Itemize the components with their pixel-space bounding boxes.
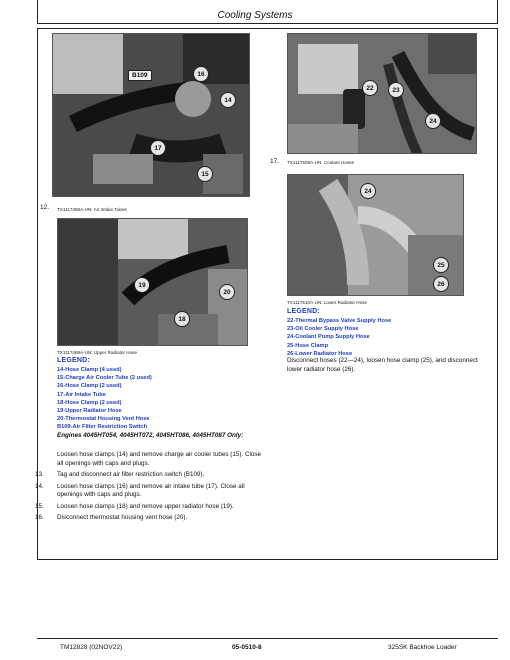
footer-page-number: 05-0510-8 (232, 644, 262, 651)
lower-radiator-caption: TX1117510A-UN: Lower Radiator Hose (287, 300, 368, 305)
callout-19: 19 (134, 277, 150, 293)
step-17-marker: 17. (270, 158, 280, 165)
legend-right-list (287, 317, 391, 358)
right-paragraph: Disconnect hoses (22—24), loosen hose clamp (25), and disconnect lower radiator hose (26). (287, 357, 478, 373)
legend-left-item: 15-Charge Air Cooler Tube (2 used) (57, 375, 152, 382)
step-number: 16. (35, 514, 44, 522)
upper-radiator-illustration (58, 219, 248, 346)
legend-left-item: 18-Hose Clamp (2 used) (57, 399, 122, 406)
coolant-hoses-caption: TX1117509A-UN: Coolant Hoses (287, 160, 354, 165)
upper-radiator-photo (57, 218, 248, 346)
legend-right-item: 24-Coolant Pump Supply Hose (287, 334, 370, 341)
step-number: 15. (35, 502, 44, 510)
step-number: 13. (35, 471, 44, 478)
legend-right-title: LEGEND: (287, 308, 320, 315)
engines-note: Engines 4045HT054, 4045HT072, 4045HT086, 4045HT087 Only: (57, 432, 244, 439)
step-text: Tag and disconnect air filter restriction switch (B109). (57, 471, 205, 478)
footer-rule (37, 638, 498, 639)
step-item (35, 483, 269, 500)
legend-left-list (57, 366, 152, 432)
footer-product: 325SK Backhoe Loader (388, 644, 457, 651)
air-intake-illustration (53, 34, 250, 197)
upper-radiator-caption: TX1117469A-UN: Upper Radiator Hose (57, 350, 138, 355)
callout-16: 16 (193, 66, 209, 82)
callout-18: 18 (174, 311, 190, 327)
coolant-hoses-photo (287, 33, 477, 154)
step-list (35, 471, 269, 526)
step-text: Loosen hose clamps (16) and remove air intake tube (17). Close all openings with caps and plugs. (57, 482, 245, 499)
legend-right-item: 23-Oil Cooler Supply Hose (287, 326, 359, 333)
callout-25: 25 (433, 257, 449, 273)
legend-left-title: LEGEND: (57, 357, 90, 364)
step-item (35, 514, 269, 523)
callout-b109: B109 (128, 70, 152, 81)
legend-left-item: 17-Air Intake Tube (57, 391, 106, 398)
legend-left-item: 19-Upper Radiator Hose (57, 408, 122, 415)
step-text: Loosen hose clamps (18) and remove upper radiator hose (19). (57, 502, 234, 510)
step-item (35, 471, 269, 480)
footer-doc-id: TM12828 (02NOV22) (60, 644, 123, 651)
air-intake-photo (52, 33, 250, 197)
step-text: Disconnect thermostat housing vent hose (20). (57, 514, 188, 522)
legend-right-item: 25-Hose Clamp (287, 342, 329, 349)
coolant-hoses-illustration (288, 34, 477, 154)
legend-left-item: 20-Thermostat Housing Vent Hose (57, 416, 150, 423)
callout-14: 14 (220, 92, 236, 108)
legend-left-item: 14-Hose Clamp (4 used) (57, 367, 122, 373)
legend-right-item: 22-Thermal Bypass Valve Supply Hose (287, 318, 392, 324)
callout-17: 17 (150, 140, 166, 156)
callout-20: 20 (219, 284, 235, 300)
callout-24-top: 24 (425, 113, 441, 129)
callout-23: 23 (388, 82, 404, 98)
step-number: 14. (35, 482, 44, 490)
air-intake-caption: TX1117468A-UN: Air Intake Tubes (57, 207, 127, 212)
callout-24-lower: 24 (360, 183, 376, 199)
section-title: Cooling Systems (217, 10, 293, 21)
callout-26: 26 (433, 276, 449, 292)
callout-22: 22 (362, 80, 378, 96)
step-item (35, 503, 269, 512)
callout-15: 15 (197, 166, 213, 182)
legend-left-item: 16-Hose Clamp (2 used) (57, 383, 122, 390)
legend-right-item: 26-Lower Radiator Hose (287, 350, 353, 357)
legend-left-item: B109-Air Filter Restriction Switch (57, 424, 148, 431)
step-12-marker: 12. (40, 204, 50, 211)
intro-paragraph: Loosen hose clamps (14) and remove charge air cooler tubes (15). Close all openings with caps and plugs. (57, 451, 262, 467)
